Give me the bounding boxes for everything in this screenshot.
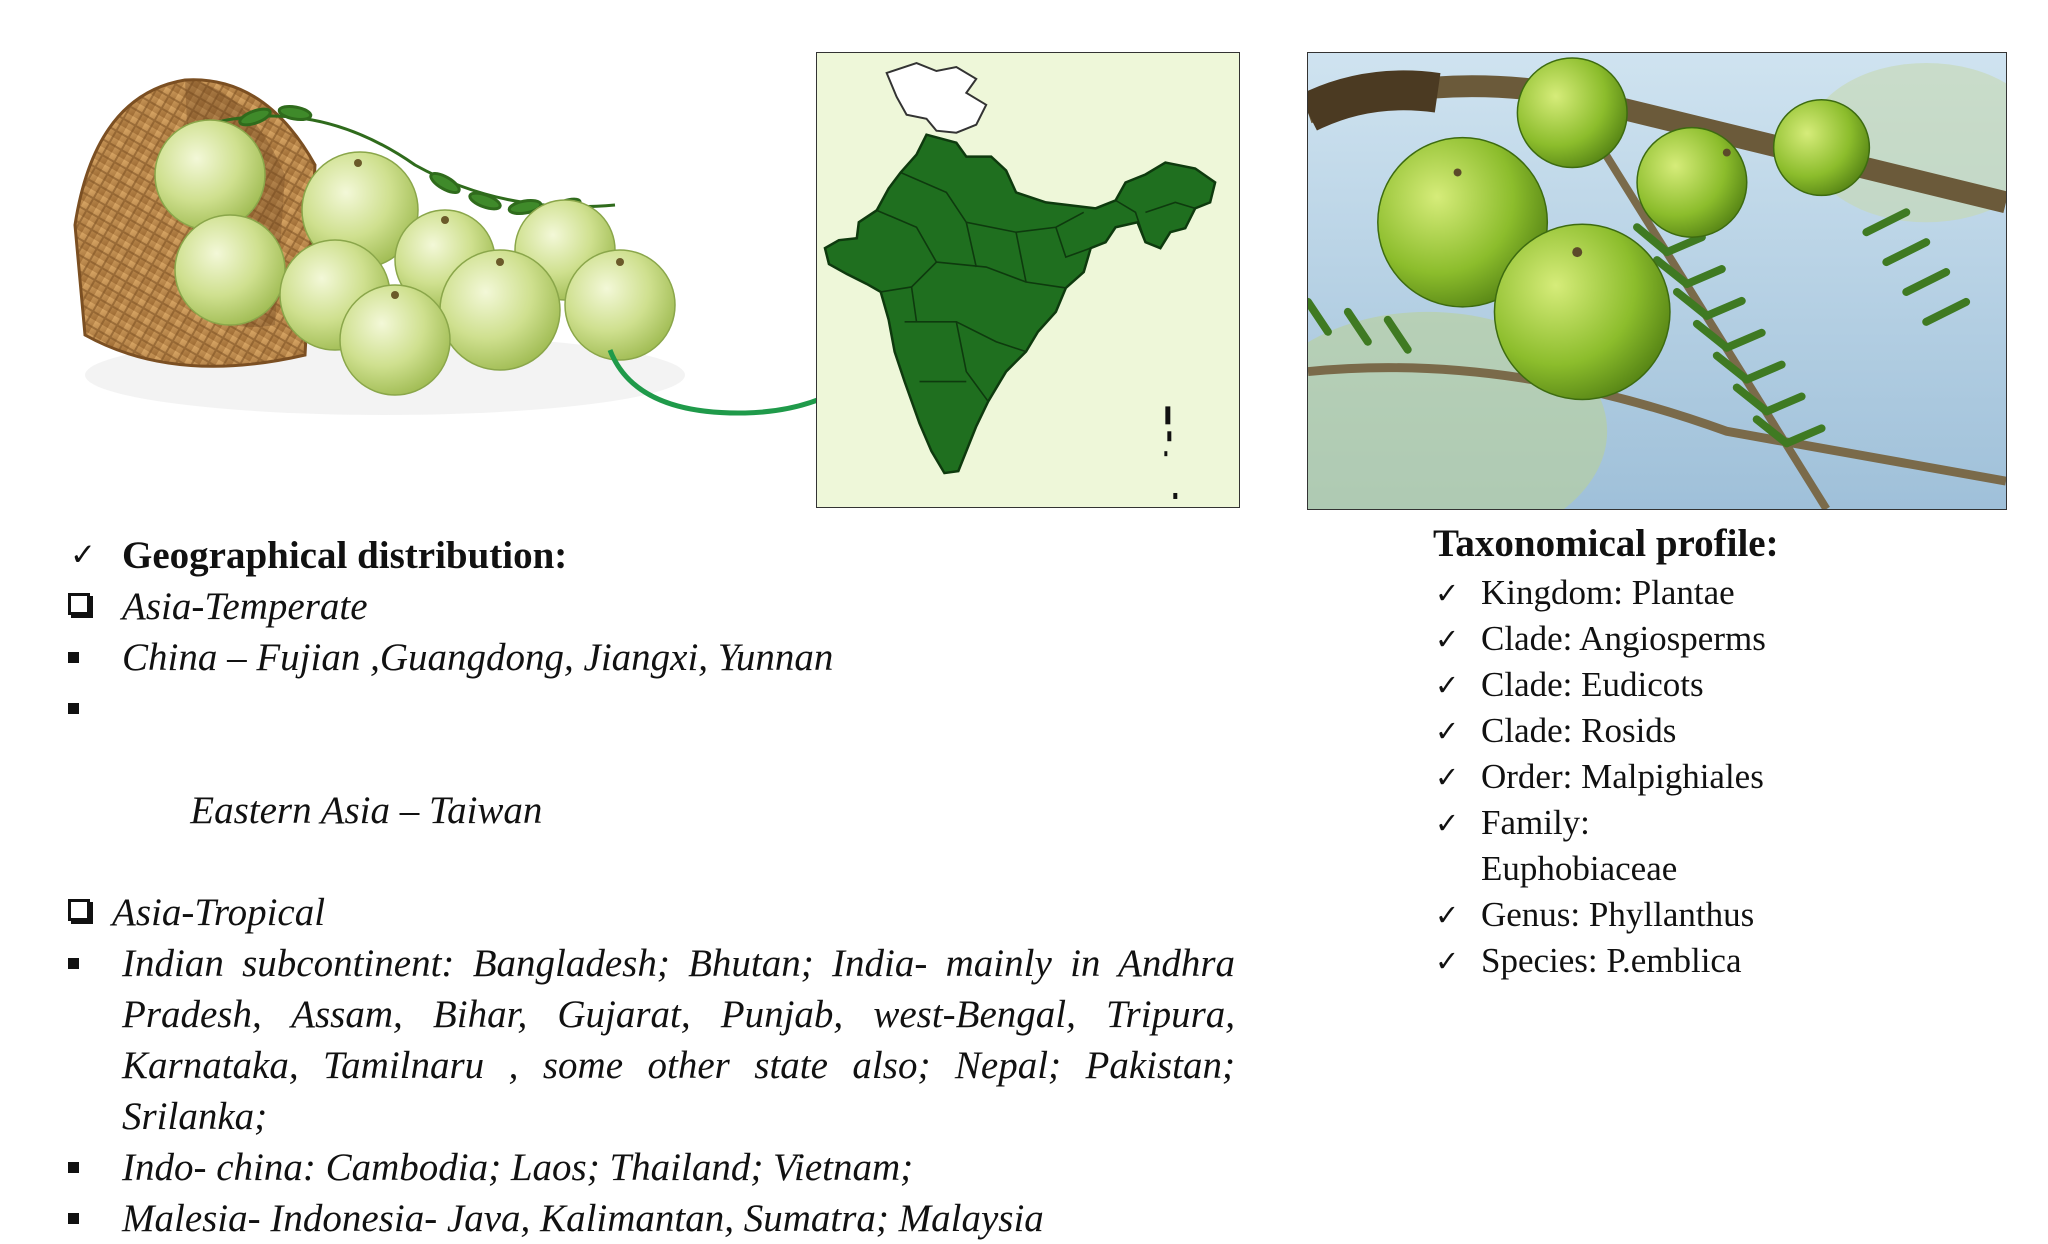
check-icon: ✓: [1435, 576, 1460, 610]
tax-item-text: Genus: Phyllanthus: [1481, 895, 1755, 934]
geo-region-row: [65, 581, 1235, 632]
check-icon: ✓: [1435, 944, 1460, 978]
geo-list-item: [65, 683, 1235, 887]
geo-region-label: Asia-Temperate: [122, 585, 368, 628]
geo-region-label: Asia-Tropical: [112, 891, 326, 934]
tax-item-text: Order: Malpighiales: [1481, 757, 1764, 796]
tax-item-text: Clade: Angiosperms: [1481, 619, 1766, 658]
geo-item-text: Indian subcontinent: Bangladesh; Bhutan; India- mainly in Andhra Pradesh, Assam, Bihar, Gujarat, Punjab, west-Bengal, Tripura, Karnataka, Tamilnaru , some other state also; Nepal; Pakistan; Srilanka;: [122, 942, 1235, 1138]
check-icon: ✓: [1435, 806, 1460, 840]
tax-item-text: Clade: Rosids: [1481, 711, 1677, 750]
geographical-distribution-section: [65, 530, 1235, 1244]
check-icon: ✓: [1435, 714, 1460, 748]
geo-item-text: Malesia- Indonesia- Java, Kalimantan, Sumatra; Malaysia: [122, 1197, 1044, 1240]
check-icon: ✓: [1435, 622, 1460, 656]
tax-item-species: [1433, 938, 1993, 984]
geo-item-text: Indo- china: Cambodia; Laos; Thailand; Vietnam;: [122, 1146, 914, 1189]
tax-item-family: [1433, 800, 1691, 892]
geo-list-item: [65, 632, 1235, 683]
tax-item-text: Family: Euphobiaceae: [1481, 803, 1678, 888]
geo-list-item: [65, 938, 1235, 1142]
tax-item-text: Species: P.emblica: [1481, 941, 1742, 980]
geo-list-item: [65, 1142, 1235, 1193]
amla-tree-branch-image: [1307, 52, 2007, 510]
geo-item-text: China – Fujian ,Guangdong, Jiangxi, Yunnan: [122, 636, 834, 679]
geo-heading-row: [65, 530, 1235, 581]
square-box-bullet-icon: [68, 899, 90, 921]
tax-item-clade-angiosperms: [1433, 616, 1993, 662]
tax-item-text: Clade: Eudicots: [1481, 665, 1704, 704]
geo-heading: Geographical distribution:: [122, 534, 568, 577]
filled-square-bullet-icon: [68, 703, 79, 714]
filled-square-bullet-icon: [68, 1162, 79, 1173]
filled-square-bullet-icon: [68, 652, 79, 663]
filled-square-bullet-icon: [68, 1213, 79, 1224]
square-box-bullet-icon: [68, 593, 90, 615]
tax-item-text: Kingdom: Plantae: [1481, 573, 1735, 612]
filled-square-bullet-icon: [68, 958, 79, 969]
geo-list-item: [65, 1193, 1235, 1244]
check-icon: ✓: [1435, 668, 1460, 702]
geo-region-row: [65, 887, 1235, 938]
tax-item-genus: [1433, 892, 1993, 938]
tax-item-clade-rosids: [1433, 708, 1993, 754]
tax-item-clade-eudicots: [1433, 662, 1993, 708]
check-icon: ✓: [1435, 898, 1460, 932]
tax-item-kingdom: [1433, 570, 1993, 616]
taxonomical-profile-section: [1433, 518, 1993, 984]
tax-title: Taxonomical profile:: [1433, 522, 1779, 565]
geo-item-text: Eastern Asia – Taiwan: [180, 789, 543, 832]
tax-item-order: [1433, 754, 1993, 800]
check-icon: ✓: [1435, 760, 1460, 794]
check-icon: ✓: [70, 537, 96, 573]
india-map-image: [816, 52, 1240, 508]
